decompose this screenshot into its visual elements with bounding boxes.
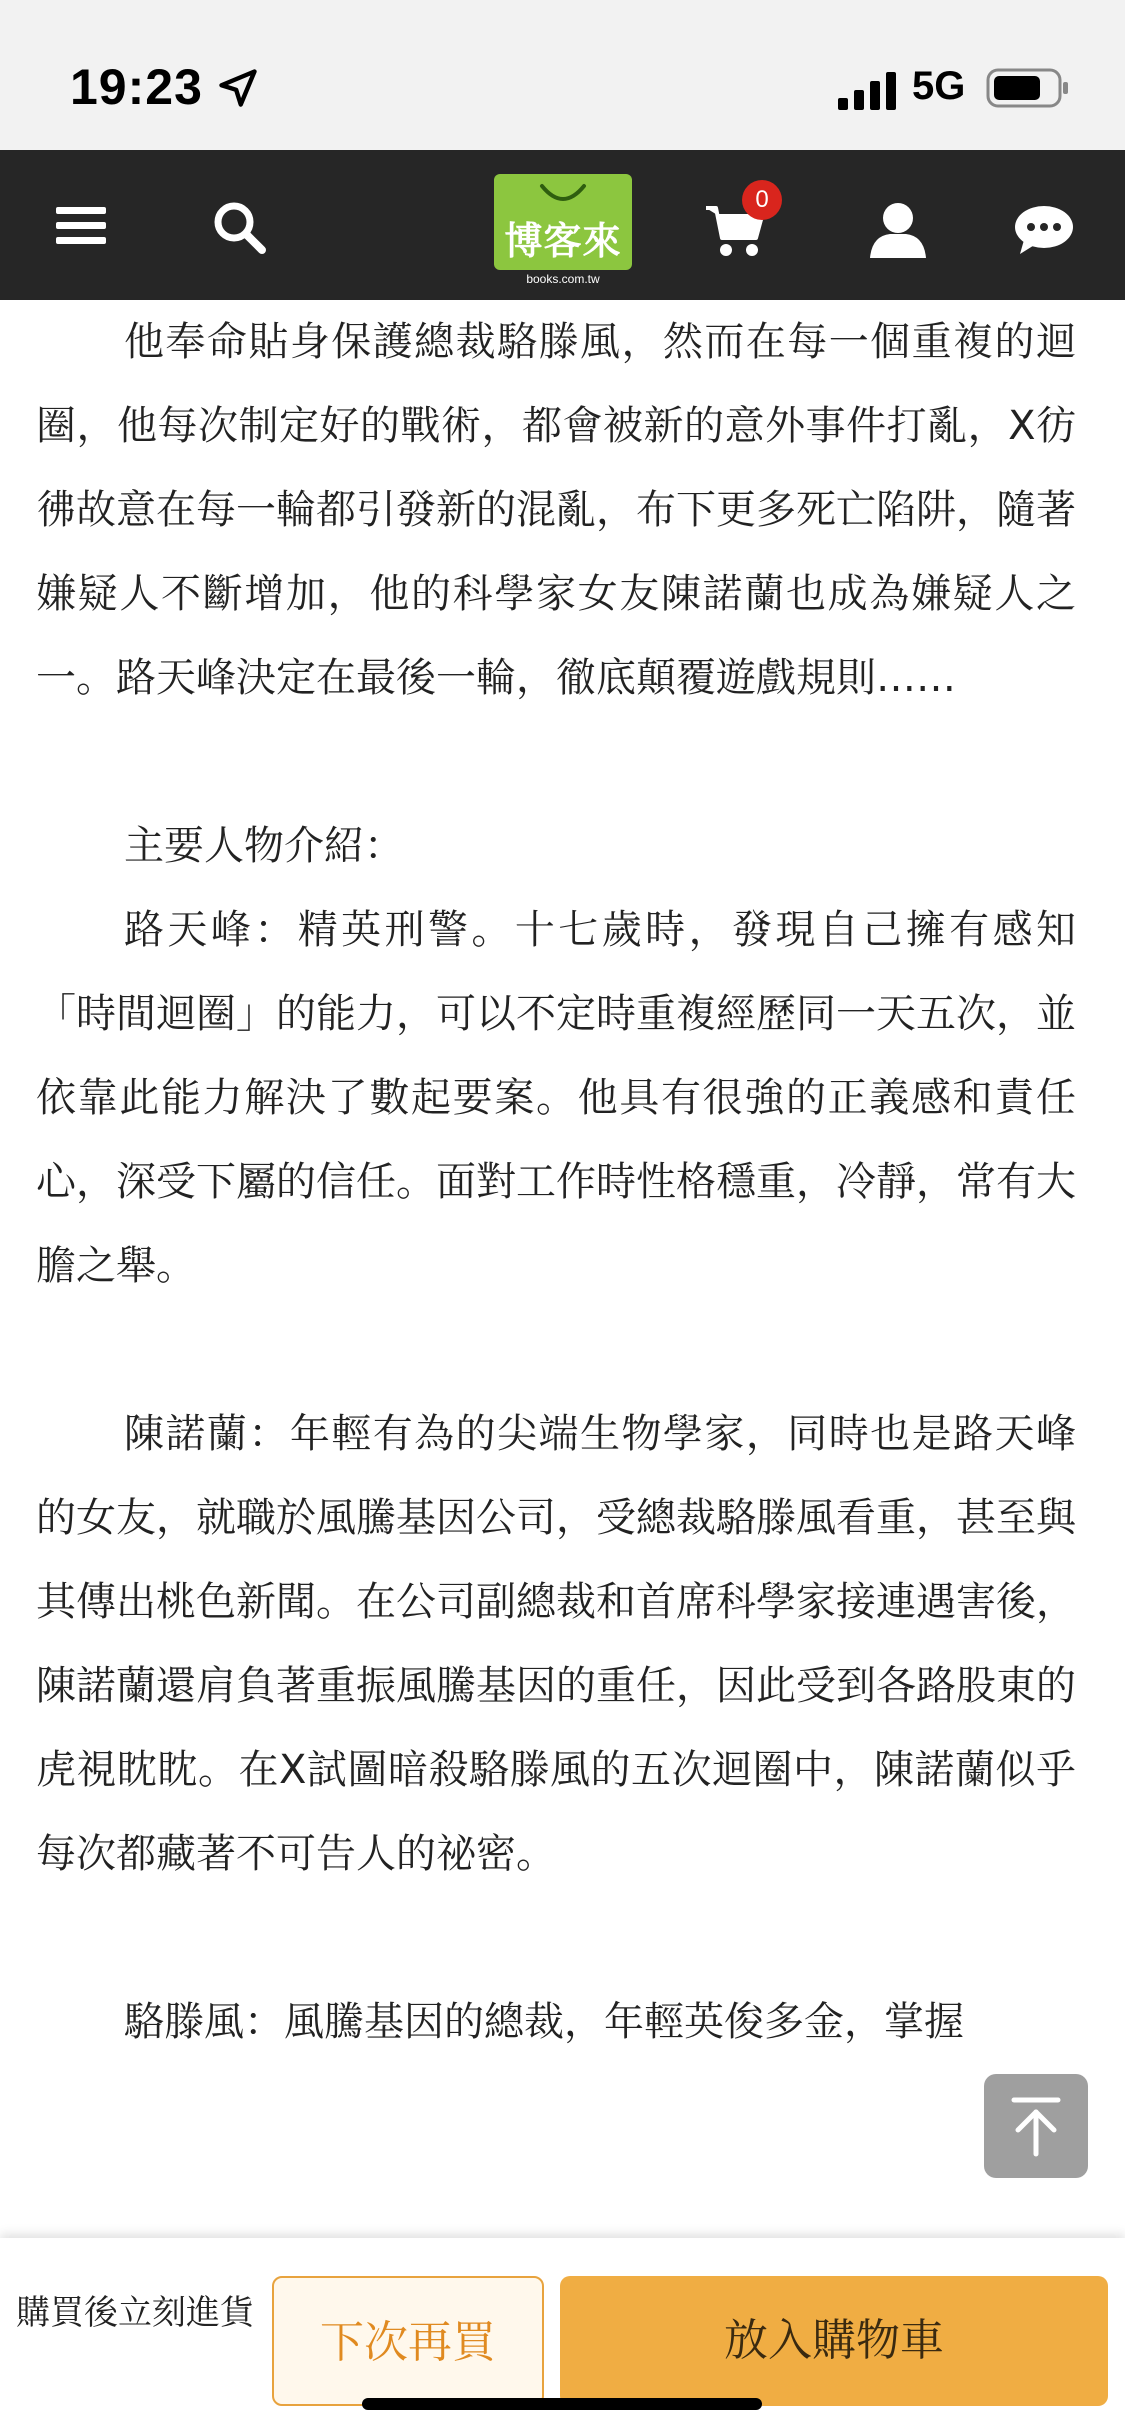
- buy-later-button[interactable]: 下次再買: [272, 2276, 544, 2406]
- paragraph-gap: [36, 720, 1076, 804]
- logo-domain: books.com.tw: [526, 272, 600, 286]
- home-indicator[interactable]: [362, 2398, 762, 2410]
- character-lu-tianfeng: 路天峰：精英刑警。十七歲時，發現自己擁有感知「時間迴圈」的能力，可以不定時重複經歷同一天五次，並依靠此能力解決了數起要案。他具有很強的正義感和責任心，深受下屬的信任。面對工作時性格穩重，冷靜，常有大膽之舉。: [36, 907, 1076, 1289]
- menu-icon[interactable]: [56, 205, 106, 247]
- status-bar: [0, 0, 1125, 150]
- status-time: 19:23: [70, 59, 203, 115]
- top-nav-bar: [0, 150, 1125, 300]
- battery-icon: [986, 66, 1070, 110]
- cart-count-badge: 0: [742, 180, 782, 220]
- signal-icon: [838, 70, 900, 110]
- add-to-cart-button[interactable]: 放入購物車: [560, 2276, 1108, 2406]
- brand-logo[interactable]: [494, 174, 632, 270]
- location-arrow-icon: [216, 66, 260, 110]
- search-icon[interactable]: [212, 200, 268, 256]
- character-luo-tengfeng: 駱滕風：風騰基因的總裁，年輕英俊多金，掌握: [124, 1999, 964, 2045]
- logo-smile-icon: [538, 182, 588, 208]
- user-icon[interactable]: [868, 200, 928, 258]
- description-paragraph: 他奉命貼身保護總裁駱滕風，然而在每一個重複的迴圈，他每次制定好的戰術，都會被新的意外事件打亂，X彷彿故意在每一輪都引發新的混亂，布下更多死亡陷阱，隨著嫌疑人不斷增加，他的科學家女友陳諾蘭也成為嫌疑人之一。路天峰決定在最後一輪，徹底顛覆遊戲規則……: [36, 319, 1076, 701]
- chat-icon[interactable]: [1014, 204, 1074, 256]
- characters-heading: 主要人物介紹：: [124, 823, 404, 869]
- paragraph-gap: [36, 1896, 1076, 1980]
- character-chen-nuolan: 陳諾蘭：年輕有為的尖端生物學家，同時也是路天峰的女友，就職於風騰基因公司，受總裁駱滕風看重，甚至與其傳出桃色新聞。在公司副總裁和首席科學家接連遇害後，陳諾蘭還肩負著重振風騰基因的重任，因此受到各路股東的虎視眈眈。在X試圖暗殺駱滕風的五次迴圈中，陳諾蘭似乎每次都藏著不可告人的祕密。: [36, 1411, 1076, 1877]
- network-type: 5G: [912, 64, 966, 108]
- arrow-up-icon: [984, 2074, 1088, 2178]
- logo-text: 博客來: [504, 219, 622, 263]
- book-description: [36, 300, 1076, 2064]
- back-to-top-button[interactable]: [984, 2074, 1088, 2178]
- instant-stock-label: 購買後立刻進貨: [16, 2293, 254, 2333]
- paragraph-gap: [36, 1308, 1076, 1392]
